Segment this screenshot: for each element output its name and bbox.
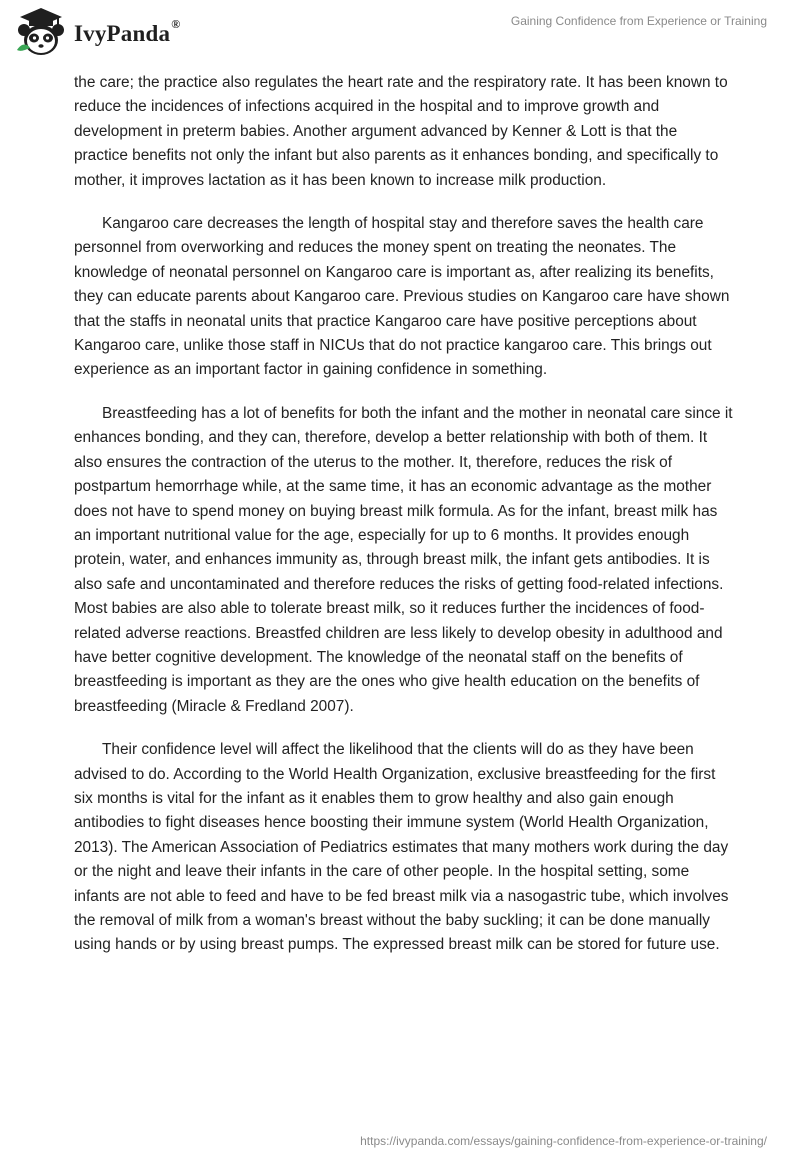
paragraph-3: Breastfeeding has a lot of benefits for both the infant and the mother in neonatal care since it enhances bonding, and they can, therefore, develop a better relationship with both of them. It also ensures the contraction of the uterus to the mother. It, therefore, reduces the risk of postpartum hemorrhage while, at the same time, it has an economic advantage as the mother does not have to spend money on buying breast milk formula. As for the infant, breast milk has an important nutritional value for the age, especially for up to 6 months. It provides enough protein, water, and enhances immunity as, through breast milk, the infant gets antibodies. It is also safe and uncontaminated and therefore reduces the risks of getting food-related infections. Most babies are also able to tolerate breast milk, so it reduces further the incidences of food-related adverse reactions. Breastfed children are less likely to develop obesity in adulthood and have better cognitive development. The knowledge of the neonatal staff on the benefits of breastfeeding is important as they are the ones who give health education on the benefits of breastfeeding (Miracle & Fredland 2007). — [74, 404, 733, 715]
paragraph-2: Kangaroo care decreases the length of hospital stay and therefore saves the health care personnel from overworking and reduces the money spent on treating the neonates. The knowledge of neonatal personnel on Kangaroo care is important as, after realizing its benefits, they can educate parents about Kangaroo care. Previous studies on Kangaroo care have shown that the staffs in neonatal units that practice Kangaroo care have positive perceptions about Kangaroo care, unlike those staff in NICUs that do not practice kangaroo care. This brings out experience as an important factor in gaining confidence in something. — [74, 215, 730, 379]
document-title: Gaining Confidence from Experience or Training — [510, 14, 767, 28]
essay-body — [74, 71, 734, 977]
paragraph-4: Their confidence level will affect the likelihood that the clients will do as they have been advised to do. According to the World Health Organization, exclusive breastfeeding for the first six months is vital for the infant as it enables them to grow healthy and also gain enough antibodies to fight diseases hence boosting their immune system (World Health Organization, 2013). The American Association of Pediatrics estimates that many mothers work during the day or the night and leave their infants in the care of other people. In the hospital setting, some infants are not able to feed and have to be fed breast milk via a nasogastric tube, which involves the removal of milk from a woman's breast without the baby suckling; it can be done manually using hands or by using breast pumps. The expressed breast milk can be stored for future use. — [74, 741, 729, 954]
page-header — [0, 0, 800, 64]
source-url-link[interactable]: https://ivypanda.com/essays/gaining-confidence-from-experience-or-training/ — [360, 1134, 767, 1148]
brand-logo[interactable] — [14, 6, 180, 58]
panda-graduate-icon — [14, 6, 68, 58]
brand-name: IvyPanda® — [74, 17, 181, 46]
registered-mark: ® — [171, 17, 181, 32]
paragraph-1: the care; the practice also regulates the heart rate and the respiratory rate. It has been known to reduce the incidences of infections acquired in the hospital and to improve growth and development in preterm babies. Another argument advanced by Kenner & Lott is that the practice benefits not only the infant but also parents as it enhances bonding, and specifically to mother, it improves lactation as it has been known to increase milk production. — [74, 74, 728, 189]
